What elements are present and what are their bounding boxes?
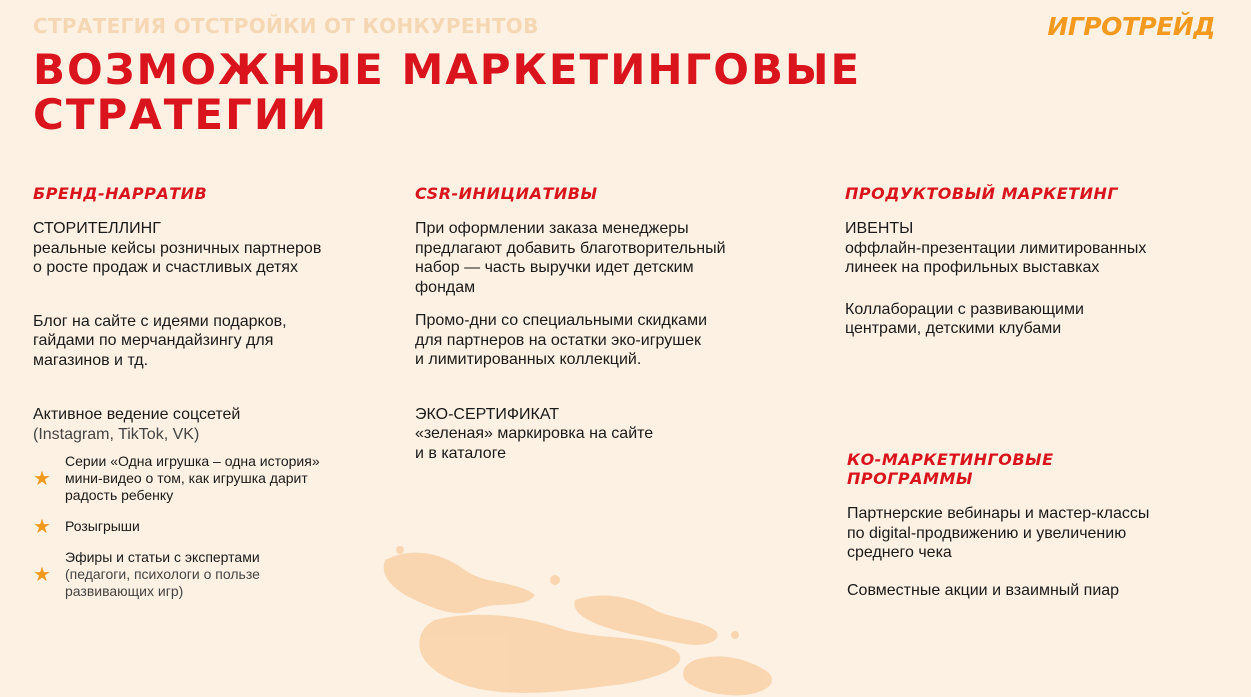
blog-block bbox=[33, 312, 393, 371]
column-csr bbox=[415, 184, 795, 463]
star-icon: ★ bbox=[33, 467, 51, 490]
column-product-marketing bbox=[845, 184, 1225, 339]
block-text: магазинов и тд. bbox=[33, 351, 149, 369]
list-item: ★ Эфиры и статьи с экспертами (педагоги, психологи о пользе развивающих игр) bbox=[33, 549, 260, 599]
storytelling-block bbox=[33, 219, 393, 278]
orange-sketch-map-icon bbox=[375, 540, 795, 697]
block-title: СТОРИТЕЛЛИНГ bbox=[33, 220, 161, 237]
title-line-1: ВОЗМОЖНЫЕ МАРКЕТИНГОВЫЕ bbox=[33, 45, 862, 94]
title-line-2: СТРАТЕГИИ bbox=[33, 90, 329, 139]
eco-block: ЭКО-СЕРТИФИКАТ «зеленая» маркировка на сайте и в каталоге bbox=[415, 405, 654, 462]
promo-block: Промо-дни со специальными скидками для партнеров на остатки эко-игрушек и лимитированных коллекций. bbox=[415, 312, 708, 368]
star-icon: ★ bbox=[33, 563, 51, 586]
block-text: реальные кейсы розничных партнеров bbox=[33, 239, 322, 257]
block-text: Блог на сайте с идеями подарков, bbox=[33, 312, 287, 330]
column-heading: КО-МАРКЕТИНГОВЫЕ ПРОГРАММЫ bbox=[847, 450, 1054, 488]
social-block bbox=[33, 405, 393, 444]
column-heading: БРЕНД-НАРРАТИВ bbox=[33, 184, 208, 203]
column-co-marketing bbox=[847, 450, 1227, 600]
collab-block: Коллаборации с развивающими центрами, детскими клубами bbox=[845, 300, 1084, 337]
column-heading: ПРОДУКТОВЫЙ МАРКЕТИНГ bbox=[845, 184, 1119, 203]
block-text: гайдами по мерчандайзингу для bbox=[33, 332, 274, 349]
block-text: о росте продаж и счастливых детях bbox=[33, 259, 298, 276]
joint-promo-block: Совместные акции и взаимный пиар bbox=[847, 581, 1120, 599]
page-title bbox=[33, 47, 1033, 137]
webinar-block: Партнерские вебинары и мастер-классы по digital-продвижению и увеличению среднего чека bbox=[847, 505, 1150, 561]
charity-block: При оформлении заказа менеджеры предлагают добавить благотворительный набор — часть выручки идет детским фондам bbox=[415, 220, 726, 296]
list-item: ★ Розыгрыши bbox=[33, 515, 140, 538]
list-item: ★ Серии «Одна игрушка – одна история» мини-видео о том, как игрушка дарит радость ребенку bbox=[33, 453, 320, 503]
block-text: (Instagram, TikTok, VK) bbox=[33, 425, 200, 443]
brand-logo: ИГРОТРЕЙД bbox=[1047, 12, 1215, 41]
events-block: ИВЕНТЫ оффлайн-презентации лимитированных линеек на профильных выставках bbox=[845, 220, 1147, 276]
column-brand-narrative bbox=[33, 184, 393, 600]
star-icon: ★ bbox=[33, 515, 51, 538]
block-text: Активное ведение соцсетей bbox=[33, 406, 241, 423]
header-kicker: СТРАТЕГИЯ ОТСТРОЙКИ ОТ КОНКУРЕНТОВ bbox=[33, 14, 539, 38]
column-heading: CSR-ИНИЦИАТИВЫ bbox=[415, 184, 598, 203]
